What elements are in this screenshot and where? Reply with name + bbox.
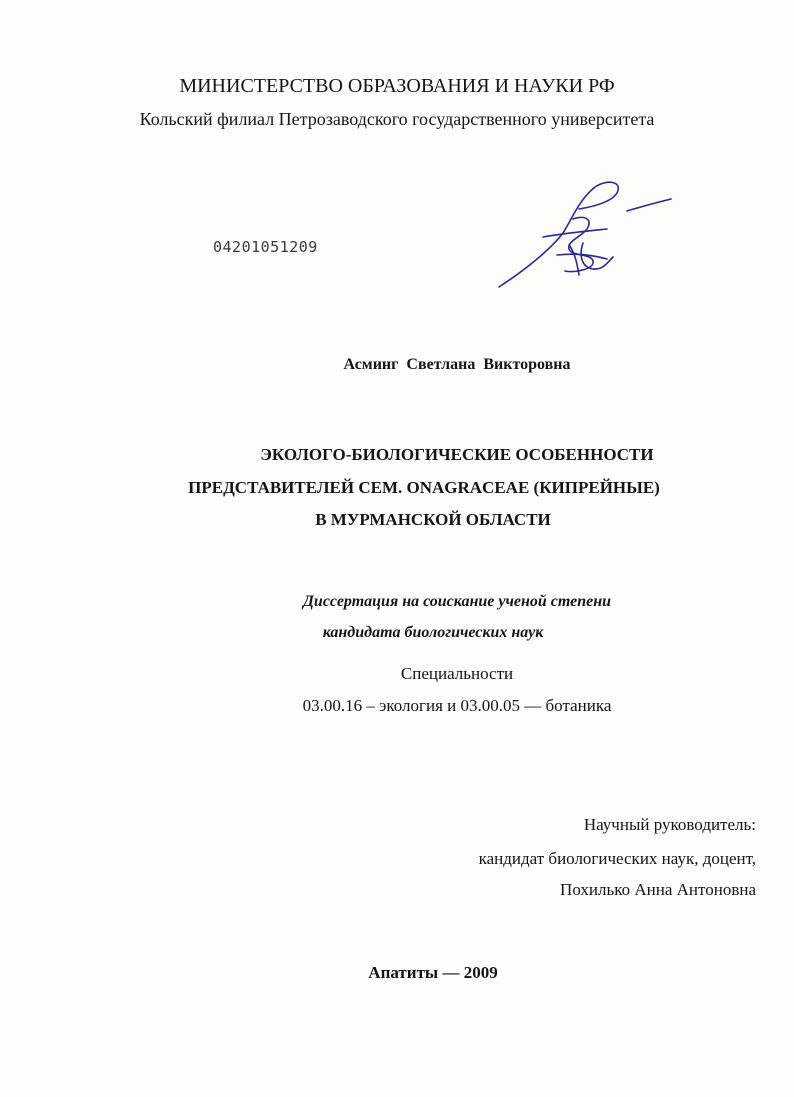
thesis-title-line-2: ПРЕДСТАВИТЕЛЕЙ СЕМ. ONAGRACEAE (КИПРЕЙНЫЕ) — [188, 478, 660, 497]
ministry-heading: МИНИСТЕРСТВО ОБРАЗОВАНИЯ И НАУКИ РФ — [179, 75, 615, 97]
supervisor-name: Похилько Анна Антоновна — [560, 880, 756, 899]
specialty-codes: 03.00.16 – экология и 03.00.05 — ботаника — [302, 696, 612, 715]
signature-icon — [495, 175, 685, 295]
degree-statement-line-2: кандидата биологических наук — [322, 624, 544, 641]
supervisor-degree: кандидат биологических наук, доцент, — [478, 849, 756, 868]
thesis-title-line-3: В МУРМАНСКОЙ ОБЛАСТИ — [315, 510, 551, 529]
degree-statement-line-1: Диссертация на соискание ученой степени — [303, 593, 611, 610]
registration-number: 04201051209 — [213, 238, 318, 256]
specialty-label: Специальности — [400, 664, 514, 683]
city-year: Апатиты — 2009 — [368, 963, 498, 982]
supervisor-label: Научный руководитель: — [583, 815, 756, 834]
author-name: Асминг Светлана Викторовна — [343, 356, 571, 373]
university-branch: Кольский филиал Петрозаводского государственного университета — [139, 109, 655, 129]
thesis-title-line-1: ЭКОЛОГО-БИОЛОГИЧЕСКИЕ ОСОБЕННОСТИ — [260, 445, 654, 464]
